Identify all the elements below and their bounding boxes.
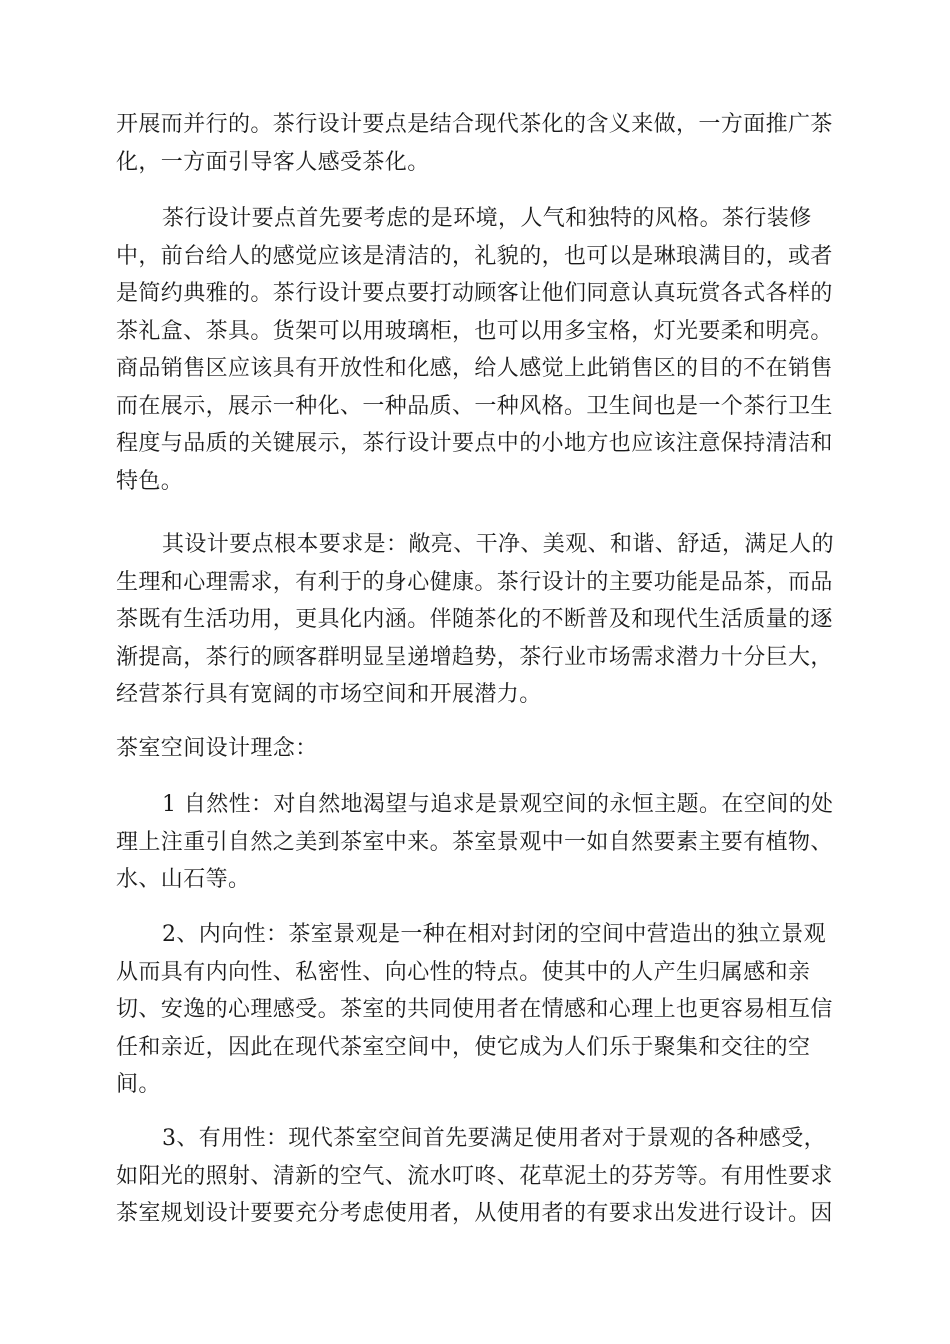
text-line: 茶室空间设计理念： bbox=[116, 736, 318, 761]
paragraph-design-points bbox=[116, 200, 834, 500]
text-line: 开展而并行的。茶行设计要点是结合现代茶化的含义来做，一方面推广茶 bbox=[116, 112, 833, 137]
paragraph-intro-continuation bbox=[116, 106, 834, 181]
text-line: 水、山石等。 bbox=[116, 867, 251, 892]
text-line: 是简约典雅的。茶行设计要点要打动顾客让他们同意认真玩赏各式各样的 bbox=[116, 281, 833, 306]
section-heading-tearoom-concept bbox=[116, 730, 834, 768]
text-line: 经营茶行具有宽阔的市场空间和开展潜力。 bbox=[116, 682, 542, 707]
text-line: 其设计要点根本要求是：敞亮、干净、美观、和谐、舒适，满足人的 bbox=[162, 532, 835, 557]
text-line: 渐提高，茶行的顾客群明显呈递增趋势，茶行业市场需求潜力十分巨大， bbox=[116, 644, 833, 670]
text-line: 2、内向性：茶室景观是一种在相对封闭的空间中营造出的独立景观 bbox=[162, 922, 826, 947]
text-line: 而在展示，展示一种化、一种品质、一种风格。卫生间也是一个茶行卫生 bbox=[116, 393, 833, 419]
text-line: 1 自然性：对自然地渴望与追求是景观空间的永恒主题。在空间的处 bbox=[162, 792, 834, 817]
paragraph-introversion bbox=[116, 916, 834, 1104]
text-line: 从而具有内向性、私密性、向心性的特点。使其中的人产生归属感和亲 bbox=[116, 959, 811, 985]
paragraph-basic-requirements bbox=[116, 526, 834, 714]
paragraph-usefulness bbox=[116, 1120, 834, 1233]
text-line: 生理和心理需求，有利于的身心健康。茶行设计的主要功能是品茶，而品 bbox=[116, 569, 833, 595]
text-line: 如阳光的照射、清新的空气、流水叮咚、花草泥土的芬芳等。有用性要求 bbox=[116, 1163, 833, 1189]
text-line: 茶既有生活功用，更具化内涵。伴随茶化的不断普及和现代生活质量的逐 bbox=[116, 607, 833, 632]
text-line: 间。 bbox=[116, 1072, 161, 1097]
text-line: 3、有用性：现代茶室空间首先要满足使用者对于景观的各种感受， bbox=[162, 1126, 826, 1151]
text-line: 茶行设计要点首先要考虑的是环境，人气和独特的风格。茶行装修 bbox=[162, 206, 812, 231]
text-line: 理上注重引自然之美到茶室中来。茶室景观中一如自然要素主要有植物、 bbox=[116, 829, 833, 855]
text-line: 特色。 bbox=[116, 468, 184, 494]
text-line: 中，前台给人的感觉应该是清洁的，礼貌的，也可以是琳琅满目的，或者 bbox=[116, 243, 833, 269]
paragraph-naturalness bbox=[116, 786, 834, 899]
text-line: 茶室规划设计要要充分考虑使用者，从使用者的有要求出发进行设计。因 bbox=[116, 1201, 833, 1226]
text-line: 切、安逸的心理感受。茶室的共同使用者在情感和心理上也更容易相互信 bbox=[116, 997, 833, 1022]
text-line: 商品销售区应该具有开放性和化感，给人感觉上此销售区的目的不在销售 bbox=[116, 356, 833, 381]
text-line: 任和亲近，因此在现代茶室空间中，使它成为人们乐于聚集和交往的空 bbox=[116, 1034, 811, 1060]
text-line: 茶礼盒、茶具。货架可以用玻璃柜，也可以用多宝格，灯光要柔和明亮。 bbox=[116, 318, 833, 344]
text-line: 程度与品质的关键展示，茶行设计要点中的小地方也应该注意保持清洁和 bbox=[116, 431, 833, 456]
text-line: 化，一方面引导客人感受茶化。 bbox=[116, 149, 430, 175]
